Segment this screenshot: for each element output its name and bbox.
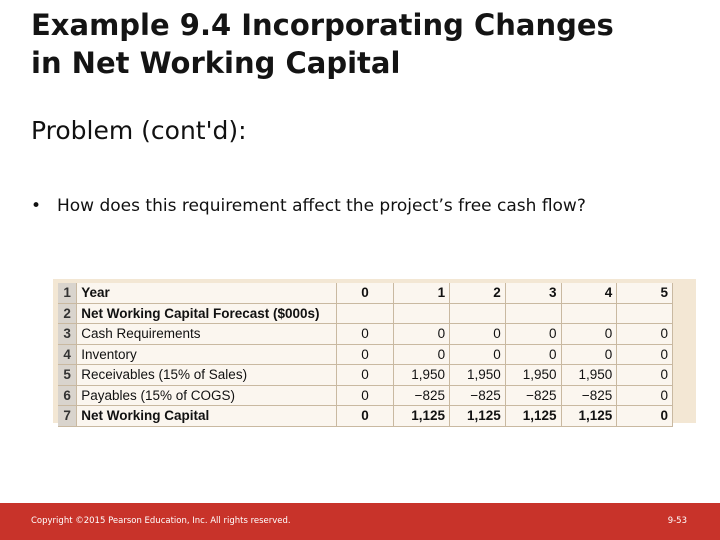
value-cell: 0 <box>394 344 450 365</box>
value-cell: 0 <box>617 385 673 406</box>
page-number: 9-53 <box>667 516 687 526</box>
value-cell: 3 <box>505 283 561 303</box>
net-working-capital-table <box>58 283 673 427</box>
bullet-item <box>31 193 586 219</box>
value-cell: −825 <box>505 385 561 406</box>
value-cell: 1,950 <box>450 365 506 386</box>
row-label-cell: Cash Requirements <box>77 324 336 345</box>
value-cell: 0 <box>336 283 394 303</box>
row-label-cell: Inventory <box>77 344 336 365</box>
value-cell: 0 <box>617 365 673 386</box>
value-cell: 2 <box>450 283 506 303</box>
value-cell: 0 <box>450 324 506 345</box>
table-row <box>58 385 673 406</box>
row-number-cell: 4 <box>58 344 77 365</box>
row-number-cell: 2 <box>58 303 77 324</box>
table-row <box>58 324 673 345</box>
value-cell: 0 <box>394 324 450 345</box>
value-cell: 0 <box>336 385 394 406</box>
value-cell: 0 <box>336 344 394 365</box>
value-cell: −825 <box>450 385 506 406</box>
row-number-cell: 6 <box>58 385 77 406</box>
value-cell: 0 <box>336 365 394 386</box>
spreadsheet-table-panel <box>53 279 696 423</box>
value-cell <box>336 303 394 324</box>
copyright-text: Copyright ©2015 Pearson Education, Inc. All rights reserved. <box>31 516 291 526</box>
value-cell: 1,125 <box>394 406 450 427</box>
row-label-cell: Payables (15% of COGS) <box>77 385 336 406</box>
value-cell <box>394 303 450 324</box>
row-label-cell: Net Working Capital <box>77 406 336 427</box>
table-row <box>58 283 673 303</box>
value-cell: 1 <box>394 283 450 303</box>
value-cell: 5 <box>617 283 673 303</box>
value-cell: −825 <box>561 385 617 406</box>
value-cell <box>617 303 673 324</box>
row-number-cell: 5 <box>58 365 77 386</box>
row-label-cell: Net Working Capital Forecast ($000s) <box>77 303 336 324</box>
slide-title-line-1: Example 9.4 Incorporating Changes <box>31 8 614 42</box>
value-cell: 1,950 <box>561 365 617 386</box>
value-cell <box>561 303 617 324</box>
value-cell: 1,125 <box>505 406 561 427</box>
value-cell: 4 <box>561 283 617 303</box>
value-cell: 0 <box>561 324 617 345</box>
value-cell: 0 <box>617 344 673 365</box>
table-row <box>58 365 673 386</box>
value-cell: 1,950 <box>505 365 561 386</box>
row-label-cell: Year <box>77 283 336 303</box>
slide-title-line-2: in Net Working Capital <box>31 46 401 80</box>
value-cell: 0 <box>505 324 561 345</box>
value-cell: 0 <box>617 324 673 345</box>
value-cell <box>450 303 506 324</box>
table-body <box>58 283 673 426</box>
slide-title <box>31 6 711 82</box>
value-cell: 1,950 <box>394 365 450 386</box>
value-cell: −825 <box>394 385 450 406</box>
row-label-cell: Receivables (15% of Sales) <box>77 365 336 386</box>
value-cell: 0 <box>617 406 673 427</box>
value-cell: 1,125 <box>450 406 506 427</box>
row-number-cell: 3 <box>58 324 77 345</box>
value-cell: 0 <box>505 344 561 365</box>
table-row <box>58 406 673 427</box>
footer-bar <box>0 503 720 540</box>
bullet-dot-icon: • <box>31 196 42 216</box>
row-number-cell: 7 <box>58 406 77 427</box>
row-number-cell: 1 <box>58 283 77 303</box>
value-cell: 0 <box>336 324 394 345</box>
slide-subtitle: Problem (cont'd): <box>31 116 247 145</box>
value-cell: 0 <box>336 406 394 427</box>
value-cell: 1,125 <box>561 406 617 427</box>
table-row <box>58 344 673 365</box>
value-cell: 0 <box>561 344 617 365</box>
value-cell: 0 <box>450 344 506 365</box>
table-row <box>58 303 673 324</box>
bullet-text: How does this requirement affect the project’s free cash flow? <box>57 196 586 216</box>
value-cell <box>505 303 561 324</box>
